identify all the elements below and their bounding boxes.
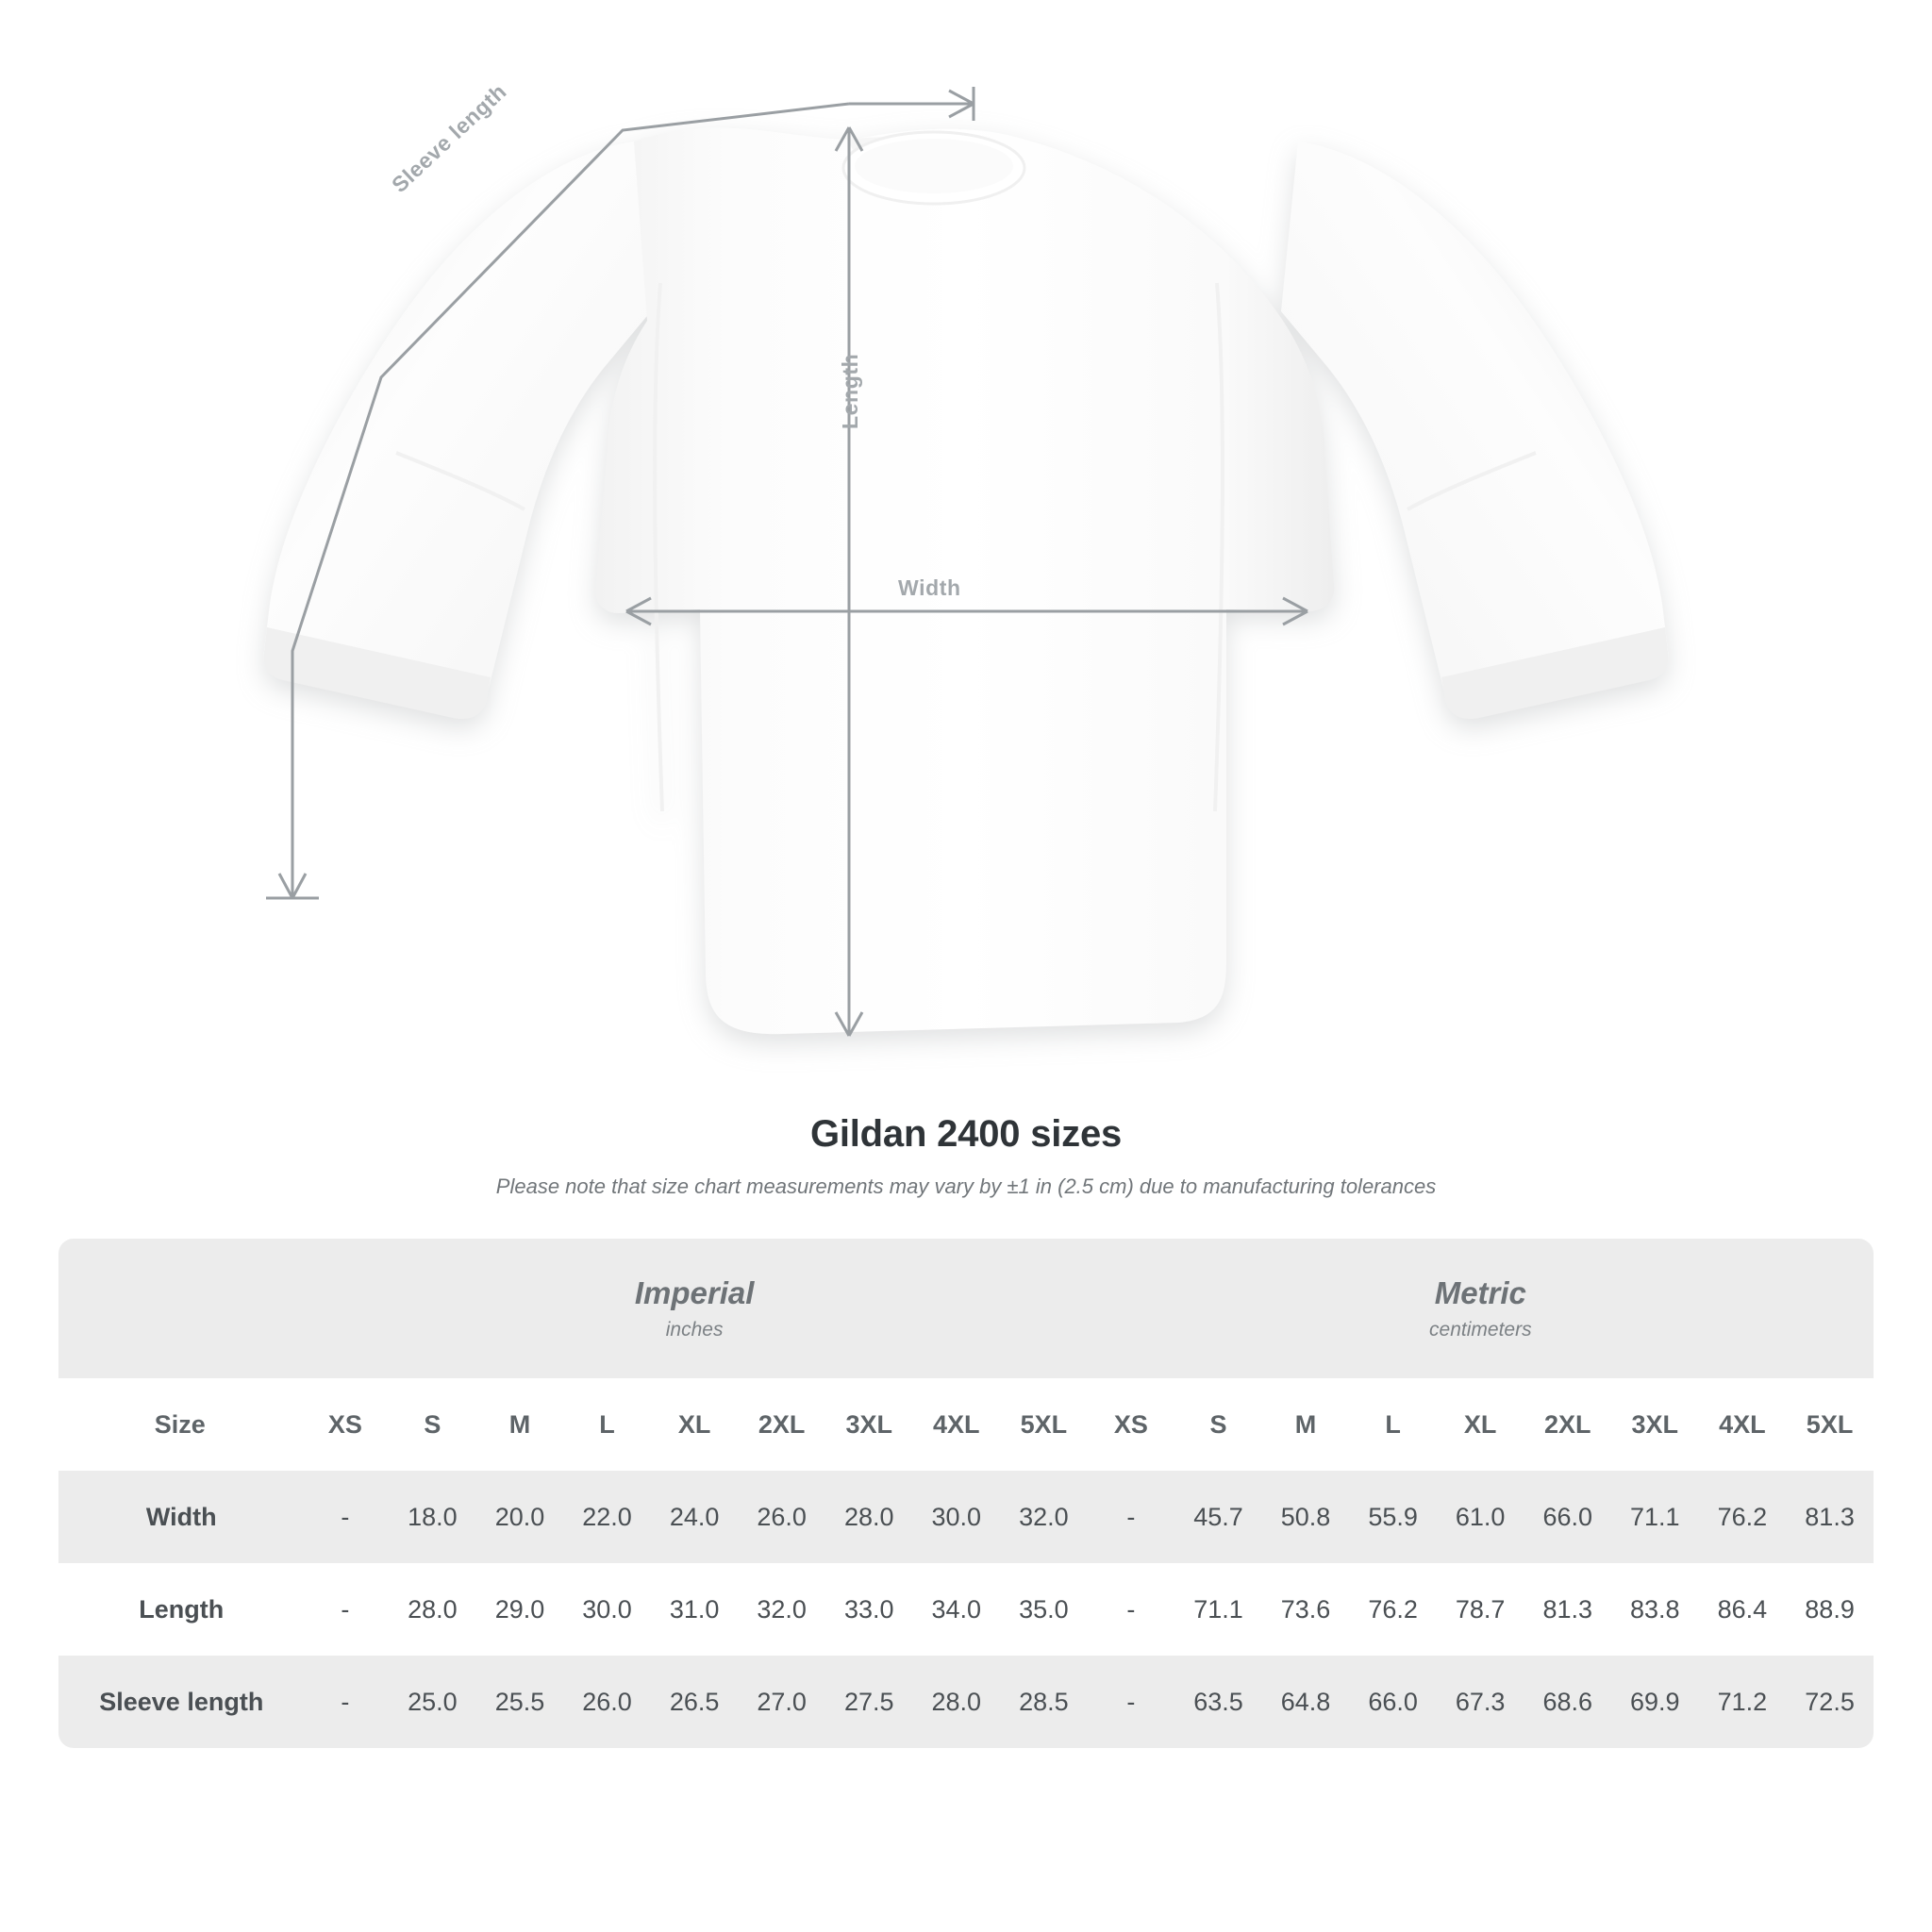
cell: - — [302, 1471, 390, 1563]
cell: 71.1 — [1611, 1471, 1699, 1563]
cell: - — [1088, 1471, 1175, 1563]
cell: 32.0 — [1000, 1471, 1088, 1563]
size-col-header: 2XL — [1524, 1378, 1611, 1471]
unit-header-row — [58, 1239, 1874, 1378]
size-col-header: L — [1349, 1378, 1437, 1471]
size-col-header: S — [1174, 1378, 1262, 1471]
size-col-header: 4XL — [1699, 1378, 1787, 1471]
size-col-header: M — [1262, 1378, 1350, 1471]
cell: 32.0 — [738, 1563, 825, 1656]
shirt-body-shape — [264, 128, 1669, 1035]
cell: 55.9 — [1349, 1471, 1437, 1563]
cell: 64.8 — [1262, 1656, 1350, 1748]
size-col-header: 2XL — [738, 1378, 825, 1471]
cell: 33.0 — [825, 1563, 913, 1656]
metric-label: Metric — [1434, 1275, 1526, 1310]
size-row-header: Size — [58, 1378, 302, 1471]
cell: 78.7 — [1437, 1563, 1524, 1656]
tolerance-note: Please note that size chart measurements may vary by ±1 in (2.5 cm) due to manufacturing tolerances — [495, 1174, 1437, 1198]
unit-corner-cell — [58, 1239, 302, 1378]
imperial-sublabel: inches — [665, 1319, 724, 1341]
cell: 26.0 — [563, 1656, 651, 1748]
table-row — [58, 1563, 1874, 1656]
row-label-length: Length — [58, 1563, 302, 1656]
table-row — [58, 1471, 1874, 1563]
cell: 30.0 — [913, 1471, 1001, 1563]
cell: - — [1088, 1656, 1175, 1748]
cell: 29.0 — [476, 1563, 564, 1656]
size-header-row — [58, 1378, 1874, 1471]
size-table — [58, 1239, 1874, 1748]
cell: 28.0 — [389, 1563, 476, 1656]
cell: 71.2 — [1699, 1656, 1787, 1748]
width-dimension-label: Width — [898, 575, 961, 600]
cell: 81.3 — [1524, 1563, 1611, 1656]
sleeve-length-dimension-label: Sleeve length — [387, 78, 511, 198]
cell: 30.0 — [563, 1563, 651, 1656]
cell: 45.7 — [1174, 1471, 1262, 1563]
cell: 72.5 — [1786, 1656, 1874, 1748]
size-col-header: M — [476, 1378, 564, 1471]
cell: 67.3 — [1437, 1656, 1524, 1748]
imperial-label: Imperial — [634, 1275, 755, 1310]
cell: 63.5 — [1174, 1656, 1262, 1748]
cell: 81.3 — [1786, 1471, 1874, 1563]
cell: 76.2 — [1349, 1563, 1437, 1656]
cell: 25.0 — [389, 1656, 476, 1748]
cell: 50.8 — [1262, 1471, 1350, 1563]
cell: 71.1 — [1174, 1563, 1262, 1656]
size-col-header: XL — [651, 1378, 739, 1471]
imperial-header-cell — [302, 1239, 1088, 1378]
cell: - — [302, 1656, 390, 1748]
cell: 26.5 — [651, 1656, 739, 1748]
size-col-header: 3XL — [825, 1378, 913, 1471]
cell: 28.0 — [825, 1471, 913, 1563]
cell: 28.0 — [913, 1656, 1001, 1748]
cell: 27.5 — [825, 1656, 913, 1748]
page-title: Gildan 2400 sizes — [809, 1113, 1123, 1155]
size-col-header: L — [563, 1378, 651, 1471]
size-col-header: 5XL — [1786, 1378, 1874, 1471]
cell: 20.0 — [476, 1471, 564, 1563]
metric-sublabel: centimeters — [1429, 1319, 1532, 1341]
cell: - — [1088, 1563, 1175, 1656]
size-col-header: XL — [1437, 1378, 1524, 1471]
cell: 26.0 — [738, 1471, 825, 1563]
cell: 86.4 — [1699, 1563, 1787, 1656]
size-col-header: S — [389, 1378, 476, 1471]
row-label-sleeve-length: Sleeve length — [58, 1656, 302, 1748]
cell: 27.0 — [738, 1656, 825, 1748]
cell: 73.6 — [1262, 1563, 1350, 1656]
cell: 83.8 — [1611, 1563, 1699, 1656]
length-dimension-label: Length — [838, 353, 862, 429]
cell: 61.0 — [1437, 1471, 1524, 1563]
cell: 66.0 — [1349, 1656, 1437, 1748]
title-block — [0, 1113, 1932, 1199]
cell: 69.9 — [1611, 1656, 1699, 1748]
cell: 24.0 — [651, 1471, 739, 1563]
size-col-header: XS — [302, 1378, 390, 1471]
cell: 68.6 — [1524, 1656, 1611, 1748]
cell: 66.0 — [1524, 1471, 1611, 1563]
cell: 34.0 — [913, 1563, 1001, 1656]
size-col-header: 4XL — [913, 1378, 1001, 1471]
cell: 88.9 — [1786, 1563, 1874, 1656]
size-col-header: 3XL — [1611, 1378, 1699, 1471]
cell: 28.5 — [1000, 1656, 1088, 1748]
cell: 31.0 — [651, 1563, 739, 1656]
cell: 18.0 — [389, 1471, 476, 1563]
cell: 22.0 — [563, 1471, 651, 1563]
size-col-header: 5XL — [1000, 1378, 1088, 1471]
cell: 76.2 — [1699, 1471, 1787, 1563]
size-col-header: XS — [1088, 1378, 1175, 1471]
metric-header-cell — [1088, 1239, 1874, 1378]
size-table-wrap — [58, 1239, 1874, 1748]
row-label-width: Width — [58, 1471, 302, 1563]
table-row — [58, 1656, 1874, 1748]
cell: 35.0 — [1000, 1563, 1088, 1656]
cell: - — [302, 1563, 390, 1656]
cell: 25.5 — [476, 1656, 564, 1748]
